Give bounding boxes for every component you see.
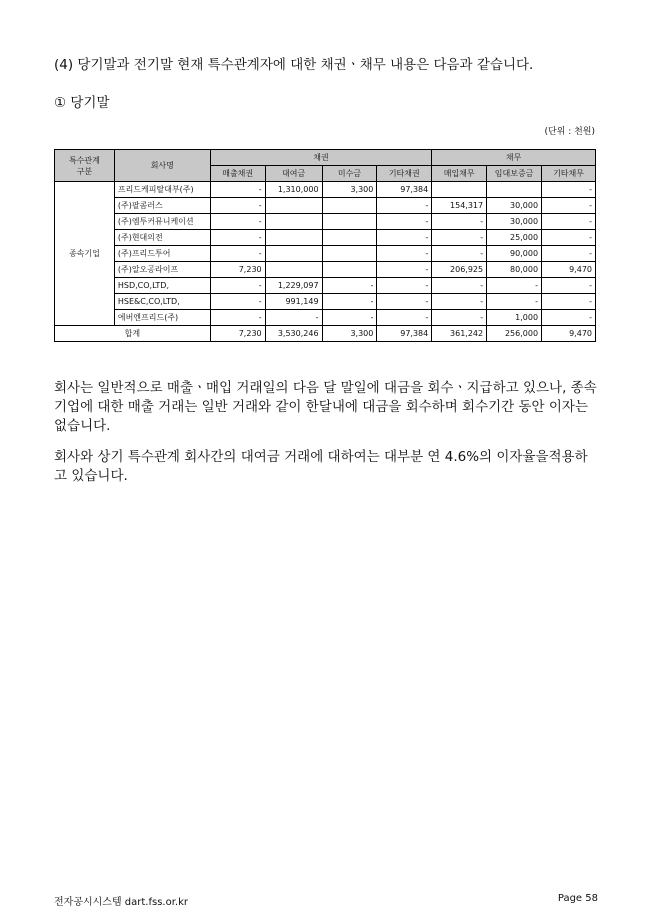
value-cell: [322, 214, 377, 230]
value-cell: -: [210, 246, 265, 262]
value-cell: -: [377, 214, 432, 230]
value-cell: -: [377, 198, 432, 214]
value-cell: [322, 246, 377, 262]
value-cell: -: [322, 278, 377, 294]
section-heading: (4) 당기말과 전기말 현재 특수관계자에 대한 채권ㆍ채무 내용은 다음과 같습니다.: [54, 57, 534, 73]
value-cell: [265, 230, 322, 246]
value-cell: 7,230: [210, 262, 265, 278]
footer-source: 전자공시시스템 dart.fss.or.kr: [54, 897, 188, 908]
footer-page-number: Page 58: [557, 893, 598, 904]
company-cell: (주)팔콤러스: [114, 198, 210, 214]
total-value-cell: 256,000: [487, 326, 542, 342]
value-cell: -: [265, 310, 322, 326]
value-cell: 991,149: [265, 294, 322, 310]
value-cell: -: [542, 198, 596, 214]
company-cell: HSD,CO,LTD,: [114, 278, 210, 294]
receivables-payables-table: [54, 149, 596, 342]
col-lease-deposits: 임대보증금: [487, 166, 542, 182]
value-cell: -: [542, 182, 596, 198]
value-cell: 9,470: [542, 262, 596, 278]
value-cell: [265, 262, 322, 278]
value-cell: -: [377, 230, 432, 246]
paragraph-terms: 회사는 일반적으로 매출ㆍ매입 거래일의 다음 달 말일에 대금을 회수ㆍ지급하고 있으나, 종속기업에 대한 매출 거래는 일반 거래와 같이 한달내에 대금을 회수하며 회수기간 동안 이자는 없습니다.: [54, 380, 597, 434]
value-cell: [322, 230, 377, 246]
value-cell: 30,000: [487, 214, 542, 230]
value-cell: -: [377, 278, 432, 294]
company-cell: HSE&C,CO,LTD,: [114, 294, 210, 310]
value-cell: -: [322, 294, 377, 310]
value-cell: -: [432, 214, 487, 230]
value-cell: -: [210, 294, 265, 310]
value-cell: -: [542, 278, 596, 294]
value-cell: -: [432, 230, 487, 246]
value-cell: -: [487, 294, 542, 310]
table-body: [55, 182, 596, 342]
value-cell: [322, 262, 377, 278]
value-cell: -: [377, 246, 432, 262]
col-trade-receivables: 매출채권: [210, 166, 265, 182]
value-cell: [322, 198, 377, 214]
unit-label: (단위 : 천원): [544, 127, 595, 137]
total-value-cell: 361,242: [432, 326, 487, 342]
value-cell: [432, 182, 487, 198]
col-loans: 대여금: [265, 166, 322, 182]
header-group-line2: 구분: [76, 166, 93, 176]
value-cell: [265, 246, 322, 262]
company-cell: (주)엠투커뮤니케이션: [114, 214, 210, 230]
paragraph-interest: 회사와 상기 특수관계 회사간의 대여금 거래에 대하여는 대부분 연 4.6%의 이자율을적용하고 있습니다.: [54, 449, 588, 484]
header-payables: 채무: [432, 150, 596, 166]
value-cell: -: [210, 310, 265, 326]
value-cell: 206,925: [432, 262, 487, 278]
value-cell: 25,000: [487, 230, 542, 246]
table-row: [55, 246, 596, 262]
company-cell: (주)현대의전: [114, 230, 210, 246]
company-cell: (주)프리드투어: [114, 246, 210, 262]
value-cell: 1,000: [487, 310, 542, 326]
header-company: 회사명: [114, 150, 210, 182]
value-cell: -: [322, 310, 377, 326]
value-cell: -: [377, 294, 432, 310]
header-group-line1: 특수관계: [68, 155, 100, 165]
table-row: [55, 230, 596, 246]
value-cell: [265, 214, 322, 230]
table-row: [55, 214, 596, 230]
value-cell: 1,229,097: [265, 278, 322, 294]
group-cell: 종속기업: [55, 182, 115, 326]
value-cell: -: [487, 278, 542, 294]
table-row: [55, 294, 596, 310]
value-cell: 30,000: [487, 198, 542, 214]
value-cell: -: [210, 214, 265, 230]
value-cell: -: [210, 278, 265, 294]
company-cell: 프리드케피탈대부(주): [114, 182, 210, 198]
header-group: [55, 150, 115, 182]
header-receivables: 채권: [210, 150, 431, 166]
table-row: [55, 278, 596, 294]
table-row: [55, 198, 596, 214]
company-cell: 에버엔프리드(주): [114, 310, 210, 326]
total-value-cell: 3,300: [322, 326, 377, 342]
table-row: [55, 262, 596, 278]
value-cell: -: [432, 246, 487, 262]
value-cell: -: [542, 246, 596, 262]
value-cell: 1,310,000: [265, 182, 322, 198]
total-value-cell: 97,384: [377, 326, 432, 342]
total-row: [55, 326, 596, 342]
col-other-receivables: 기타채권: [377, 166, 432, 182]
value-cell: -: [377, 310, 432, 326]
col-other-payables: 기타채무: [542, 166, 596, 182]
value-cell: -: [377, 262, 432, 278]
total-value-cell: 7,230: [210, 326, 265, 342]
table-row: [55, 182, 596, 198]
value-cell: 97,384: [377, 182, 432, 198]
col-other-receivables-unpaid: 미수금: [322, 166, 377, 182]
total-value-cell: 3,530,246: [265, 326, 322, 342]
sub-heading: ① 당기말: [54, 95, 110, 111]
value-cell: -: [432, 310, 487, 326]
value-cell: [487, 182, 542, 198]
value-cell: -: [210, 198, 265, 214]
value-cell: 154,317: [432, 198, 487, 214]
value-cell: -: [542, 310, 596, 326]
total-label: 합계: [55, 326, 211, 342]
value-cell: 3,300: [322, 182, 377, 198]
value-cell: -: [432, 294, 487, 310]
company-cell: (주)알오공라이프: [114, 262, 210, 278]
value-cell: -: [210, 230, 265, 246]
table-row: [55, 310, 596, 326]
value-cell: -: [542, 294, 596, 310]
value-cell: 80,000: [487, 262, 542, 278]
value-cell: -: [542, 214, 596, 230]
value-cell: -: [210, 182, 265, 198]
col-trade-payables: 매입채무: [432, 166, 487, 182]
value-cell: 90,000: [487, 246, 542, 262]
value-cell: [265, 198, 322, 214]
value-cell: -: [432, 278, 487, 294]
total-value-cell: 9,470: [542, 326, 596, 342]
value-cell: -: [542, 230, 596, 246]
